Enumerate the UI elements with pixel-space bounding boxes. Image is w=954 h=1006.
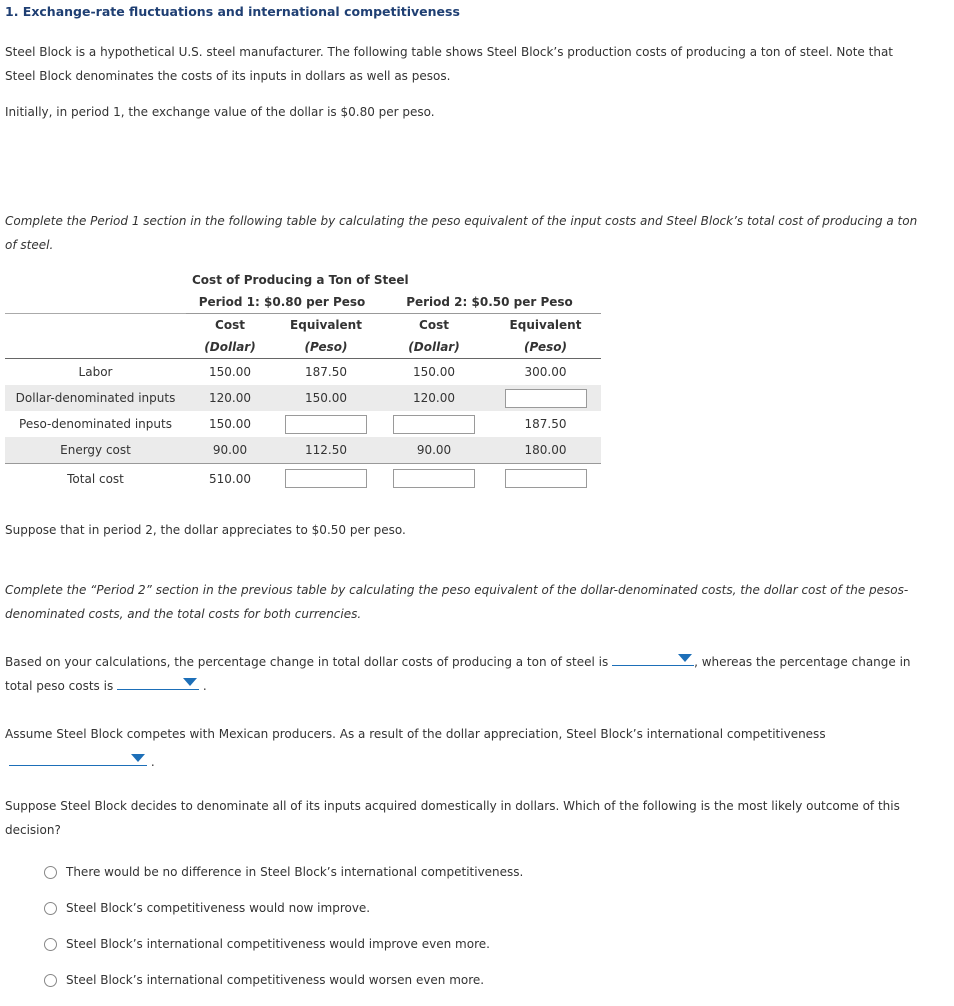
- option-1[interactable]: [44, 862, 523, 882]
- p1-cost: 120.00: [186, 385, 274, 411]
- p1-cost: 150.00: [209, 417, 251, 431]
- row-label: Energy cost: [5, 437, 186, 464]
- table-row-total: [5, 464, 601, 494]
- period2-instruction: Complete the “Period 2” section in the previous table by calculating the peso equivalent of the dollar-denominated costs, the dollar cost of the pesos-denominated costs, and the total costs for both currencies.: [5, 583, 909, 621]
- p2-cost: 150.00: [413, 365, 455, 379]
- table-caption: Cost of Producing a Ton of Steel: [192, 273, 409, 287]
- intro-paragraph: Steel Block is a hypothetical U.S. steel manufacturer. The following table shows Steel Block’s production costs of producing a ton of steel. Note that Steel Block denominates the costs of its inputs in dollars as well as pesos.: [5, 45, 893, 83]
- period2-statement: Suppose that in period 2, the dollar appreciates to $0.50 per peso.: [5, 523, 406, 537]
- col-cost-p2: Cost: [419, 318, 449, 332]
- option-label: Steel Block’s international competitiveness would worsen even more.: [66, 973, 485, 987]
- col-equiv-p2: Equivalent: [509, 318, 582, 332]
- q1-text-part3: total peso costs is: [5, 679, 114, 693]
- period1-header: Period 1: $0.80 per Peso: [186, 291, 378, 314]
- p2-cost: 90.00: [378, 437, 490, 464]
- p2-peso-inputs-dollar-input[interactable]: [393, 415, 475, 434]
- row-label: Total cost: [67, 471, 124, 486]
- p2-equiv: 187.50: [524, 417, 567, 431]
- question-denominate: Suppose Steel Block decides to denominate all of its inputs acquired domestically in dollars. Which of the following is the most likely outcome of this decision?: [5, 799, 900, 837]
- radio-button[interactable]: [44, 866, 57, 879]
- row-label: Dollar-denominated inputs: [5, 385, 186, 411]
- table-row-energy: [5, 437, 601, 464]
- p1-peso-inputs-peso-input[interactable]: [285, 415, 367, 434]
- chevron-down-icon: [678, 654, 692, 662]
- option-label: There would be no difference in Steel Block’s international competitiveness.: [66, 865, 524, 879]
- p2-total-peso-input[interactable]: [505, 469, 587, 488]
- q1-end: .: [202, 679, 207, 693]
- option-3[interactable]: [44, 934, 490, 954]
- p1-cost: 150.00: [209, 365, 251, 379]
- dollar-change-dropdown[interactable]: [612, 651, 694, 666]
- row-label: Labor: [78, 365, 113, 379]
- q1-text-part2: , whereas the percentage change in: [694, 655, 911, 669]
- col-dollar-p2: (Dollar): [378, 336, 490, 359]
- row-label: Peso-denominated inputs: [19, 417, 172, 431]
- question-competitiveness: Assume Steel Block competes with Mexican producers. As a result of the dollar appreciation, Steel Block’s international competitiveness: [5, 727, 826, 741]
- chevron-down-icon: [131, 754, 145, 762]
- col-peso-p2: (Peso): [490, 336, 601, 359]
- table-row-peso-inputs: [5, 411, 601, 437]
- q1-text-part1: Based on your calculations, the percentage change in total dollar costs of producing a ton of steel is: [5, 655, 609, 669]
- p2-cost: 120.00: [378, 385, 490, 411]
- p1-equiv: 150.00: [274, 385, 378, 411]
- question-percentage-change: [5, 650, 935, 698]
- radio-button[interactable]: [44, 902, 57, 915]
- p2-equiv: 180.00: [490, 437, 601, 464]
- period2-header: Period 2: $0.50 per Peso: [378, 291, 601, 314]
- table-row-labor: [5, 359, 601, 386]
- col-equiv-p1: Equivalent: [290, 318, 362, 332]
- option-4[interactable]: [44, 970, 484, 990]
- col-cost-p1: Cost: [215, 318, 245, 332]
- p1-cost: 90.00: [186, 437, 274, 464]
- p1-equiv: 112.50: [274, 437, 378, 464]
- p1-total-peso-input[interactable]: [285, 469, 367, 488]
- option-label: Steel Block’s competitiveness would now improve.: [66, 901, 371, 915]
- p1-cost: 510.00: [209, 471, 251, 486]
- col-dollar-p1: (Dollar): [186, 336, 274, 359]
- option-label: Steel Block’s international competitiveness would improve even more.: [66, 937, 490, 951]
- table-row-dollar-inputs: [5, 385, 601, 411]
- radio-button[interactable]: [44, 974, 57, 987]
- col-peso-p1: (Peso): [274, 336, 378, 359]
- p2-equiv: 300.00: [524, 365, 567, 379]
- question-title: 1. Exchange-rate fluctuations and international competitiveness: [5, 4, 460, 19]
- p2-total-dollar-input[interactable]: [393, 469, 475, 488]
- p1-equiv: 187.50: [305, 365, 347, 379]
- chevron-down-icon: [183, 678, 197, 686]
- initial-exchange-rate: Initially, in period 1, the exchange value of the dollar is $0.80 per peso.: [5, 105, 435, 119]
- period1-instruction: Complete the Period 1 section in the following table by calculating the peso equivalent of the input costs and Steel Block’s total cost of producing a ton of steel.: [5, 214, 918, 252]
- peso-change-dropdown[interactable]: [117, 675, 199, 690]
- radio-button[interactable]: [44, 938, 57, 951]
- competitiveness-dropdown-wrap: [9, 751, 155, 771]
- cost-table: [5, 269, 601, 494]
- p2-dollar-inputs-peso-input[interactable]: [505, 389, 587, 408]
- q2-end: .: [150, 755, 155, 769]
- competitiveness-dropdown[interactable]: [9, 751, 147, 766]
- option-2[interactable]: [44, 898, 370, 918]
